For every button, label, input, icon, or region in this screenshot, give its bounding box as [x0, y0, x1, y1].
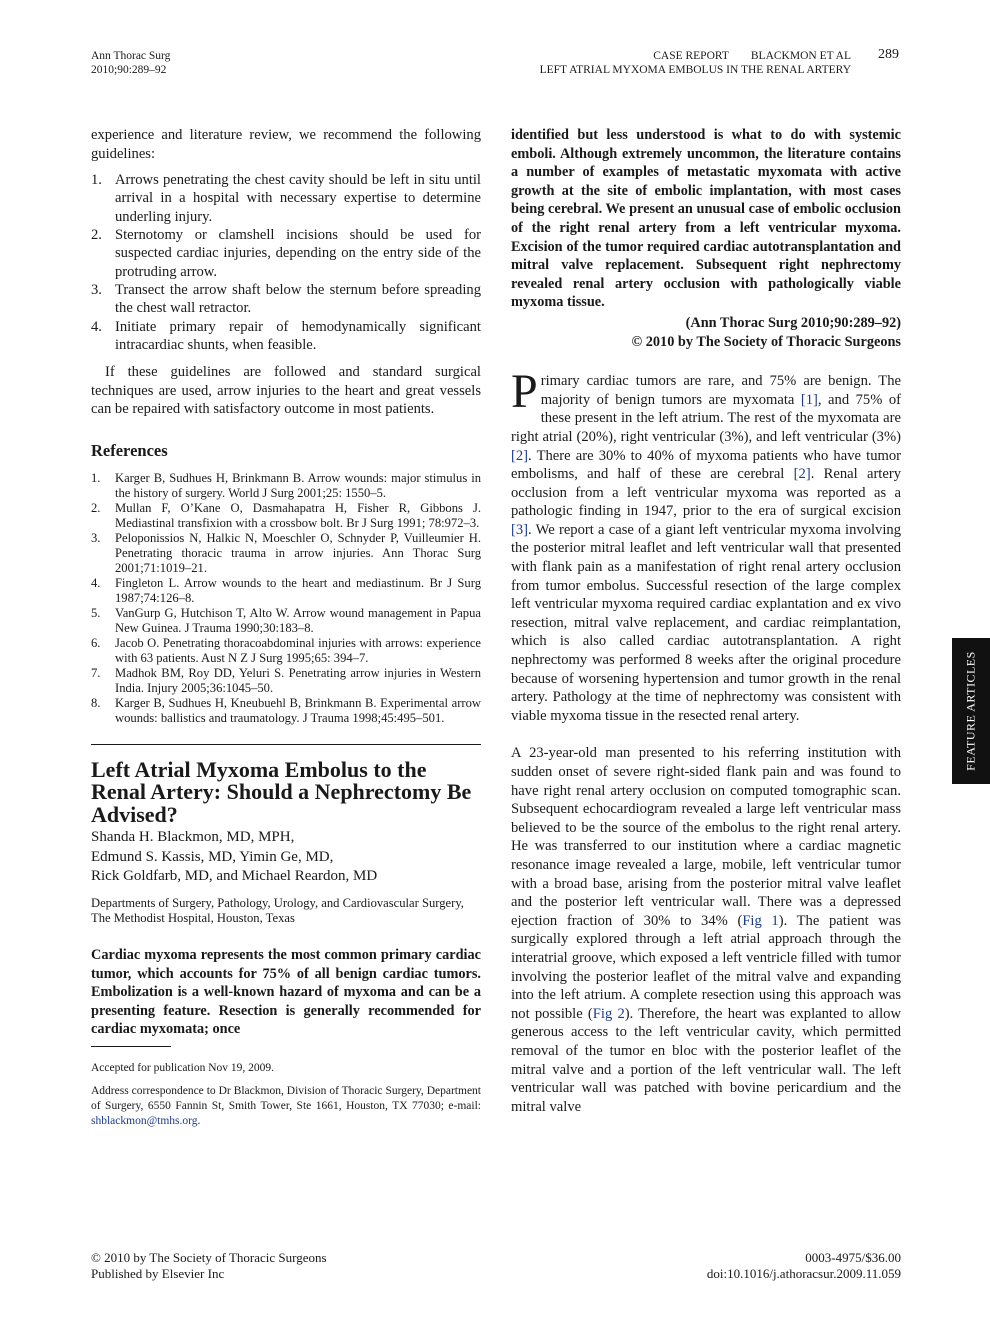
drop-cap: P — [511, 365, 538, 419]
reference-item: 2. Mullan F, O’Kane O, Dasmahapatra H, Fisher R, Gibbons J. Mediastinal transfixion with a crossbow bolt. Br J Surg 1991; 78:972–3. — [91, 500, 481, 530]
guideline-item: 2. Sternotomy or clamshell incisions should be used for suspected cardiac injuries, depending on the entry side of the protruding arrow. — [91, 227, 481, 280]
guideline-item: 3. Transect the arrow shaft below the sternum before spreading the chest wall retractor. — [91, 281, 481, 317]
reference-item: 3. Peloponissios N, Halkic N, Moeschler O, Schnyder P, Vuilleumier H. Penetrating thoracic trauma in arrow injuries. Ann Thorac Surg 2001;71:1019–21. — [91, 530, 481, 575]
running-header-right — [431, 49, 851, 77]
article-title: Left Atrial Myxoma Embolus to the Renal Artery: Should a Nephrectomy Be Advised? — [91, 756, 472, 827]
references-heading: References — [91, 440, 168, 460]
article-authors: Shanda H. Blackmon, MD, MPH, Edmund S. Kassis, MD, Yimin Ge, MD, Rick Goldfarb, MD, and Michael Reardon, MD — [91, 829, 378, 885]
abstract-citation: (Ann Thorac Surg 2010;90:289–92) — [685, 314, 901, 331]
side-tab-label: FEATURE ARTICLES — [963, 651, 978, 771]
footer-left — [91, 1250, 327, 1281]
footer-copyright: © 2010 by The Society of Thoracic Surgeons — [91, 1250, 327, 1265]
right-column — [511, 126, 901, 1116]
case-paragraph: A 23-year-old man presented to his referring institution with sudden onset of severe right-sided flank pain and was found to have right renal artery occlusion on computed tomographic scan. Subsequent echocardiogram revealed a large left ventricular mass believed to be the source of the embolus to the right renal artery. He was transferred to our institution where a cardiac magnetic resonance image revealed a large, mobile, left ventricular tumor with a broad base, arising from the posterior mitral valve leaflet and the posterior left ventricular wall. There was a depressed ejection fraction of 30% to 34% (Fig 1). The patient was surgically explored through a left atrial approach through the interatrial groove, which exposed a left ventricle filled with tumor involving the posterior leaflet of the mitral valve and expanding into the left atrium. A complete resection using this approach was not possible (Fig 2). Therefore, the heart was explanted to allow generous access to the left ventricular cavity, which permitted removal of the tumor en bloc with the posterior leaflet of the mitral valve and a portion of the left ventricular wall. The left ventricular wall was patched with bovine pericardium and the mitral valve — [511, 745, 902, 1115]
article-divider — [91, 744, 481, 745]
guideline-item: 1. Arrows penetrating the chest cavity should be left in situ until arrival in a hospital with necessary expertise to determine underling injury. — [91, 172, 481, 225]
email-link[interactable]: shblackmon@tmhs.org — [91, 1114, 198, 1127]
ref-link[interactable]: [3] — [511, 521, 529, 538]
footer-right — [600, 1250, 901, 1281]
intro-body-paragraph: Primary cardiac tumors are rare, and 75% are benign. The majority of benign tumors are myxomata [1], and 75% of these present in the left atrium. The rest of the myxomata are right atrial (20%), right ventricular (3%), and left ventricular (3%) [2]. There are 30% to 40% of myxoma patients who have tumor embolisms, and half of these are cerebral [2]. Renal artery occlusion from a left ventricular myxoma was reported as a pathologic finding in 1947, prior to the era of surgical excision [3]. We report a case of a giant left ventricular myxoma involving the posterior mitral leaflet and left ventricular wall that presented with flank pain as a manifestation of right renal artery occlusion from tumor embolus. Successful resection of the large complex left ventricular myxoma required cardiac explantation and ex vivo resection, mitral valve replacement, and cardiac reimplantation, which is also called cardiac autotransplantation. A right nephrectomy was performed 8 weeks after the original procedure because of worsening hypertension and tumor growth in the renal artery. Pathology at the time of nephrectomy was consistent with viable myxoma tissue in the resected renal artery. — [511, 365, 901, 724]
ref-link[interactable]: [1] — [800, 391, 818, 408]
references-list — [91, 471, 481, 726]
journal-name: Ann Thorac Surg — [91, 50, 171, 62]
reference-item: 1. Karger B, Sudhues H, Brinkmann B. Arrow wounds: major stimulus in the history of surgery. World J Surg 2001;25: 1550–5. — [91, 470, 481, 500]
page-number: 289 — [878, 47, 899, 62]
reference-item: 8. Karger B, Sudhues H, Kneubuehl B, Brinkmann B. Experimental arrow wounds: ballistics and traumatology. J Trauma 1998;45:495–501. — [91, 695, 481, 725]
reference-item: 5. VanGurp G, Hutchison T, Alto W. Arrow wound management in Papua New Guinea. J Trauma 1990;30:183–8. — [91, 605, 481, 635]
left-column — [91, 126, 481, 1129]
header-authors: BLACKMON ET AL — [750, 50, 851, 62]
footnote-rule — [91, 1046, 171, 1047]
accepted-note: Accepted for publication Nov 19, 2009. — [91, 1061, 274, 1074]
ref-link[interactable]: [2] — [511, 447, 529, 464]
reference-item: 6. Jacob O. Penetrating thoracoabdominal injuries with arrows: experience with 63 patients. Aust N Z J Surg 1995;65: 394–7. — [91, 635, 481, 665]
abstract-continuation: identified but less understood is what to do with systemic emboli. Although extremely uncommon, the literature contains a number of examples of metastatic myxomata with active growth at the site of embolic implantation, with most cases being cerebral. We present an unusual case of embolic occlusion of the right renal artery from a left ventricular myxoma. Excision of the tumor required cardiac autotransplantation and mitral valve replacement. Subsequent right nephrectomy revealed renal artery occlusion with pathologically viable myxoma tissue. — [511, 127, 901, 311]
ref-link[interactable]: [2] — [793, 466, 811, 483]
section-label: CASE REPORT — [653, 50, 729, 62]
figure-link[interactable]: Fig 1 — [742, 912, 779, 929]
correspondence-note: Address correspondence to Dr Blackmon, Division of Thoracic Surgery, Department of Surgery, 6550 Fannin St, Smith Tower, Ste 1661, Houston, TX 77030; e-mail: shblackmon@tmhs.org. — [91, 1084, 481, 1127]
figure-link[interactable]: Fig 2 — [592, 1005, 625, 1022]
reference-item: 7. Madhok BM, Roy DD, Yeluri S. Penetrating arrow injuries in Western India. Injury 2005;36:1045–50. — [91, 665, 481, 695]
intro-paragraph: experience and literature review, we recommend the following guidelines: — [91, 127, 481, 162]
guideline-item: 4. Initiate primary repair of hemodynamically significant intracardiac shunts, when feasible. — [91, 318, 481, 353]
reference-item: 4. Fingleton L. Arrow wounds to the heart and mediastinum. Br J Surg 1987;74:126–8. — [91, 575, 481, 605]
abstract-copyright: © 2010 by The Society of Thoracic Surgeons — [631, 333, 901, 350]
running-title: LEFT ATRIAL MYXOMA EMBOLUS IN THE RENAL ARTERY — [539, 64, 851, 76]
affiliation: Departments of Surgery, Pathology, Urology, and Cardiovascular Surgery, The Methodist Hospital, Houston, Texas — [91, 895, 464, 926]
journal-volume: 2010;90:289–92 — [91, 64, 167, 76]
abstract-start: Cardiac myxoma represents the most common primary cardiac tumor, which accounts for 75% of all benign cardiac tumors. Embolization is a well-known hazard of myxoma and can be a presenting feature. Resection is generally recommended for cardiac myxomata; once — [91, 946, 481, 1038]
feature-articles-tab — [952, 638, 990, 784]
conclusion-paragraph: If these guidelines are followed and standard surgical techniques are used, arrow injuries to the heart and great vessels can be repaired with satisfactory outcome in most patients. — [91, 364, 481, 418]
footer-publisher: Published by Elsevier Inc — [91, 1265, 225, 1281]
running-header-left — [91, 49, 170, 77]
guidelines-list — [91, 171, 481, 354]
footer-issn: 0003-4975/$36.00 — [805, 1250, 901, 1265]
footer-doi: doi:10.1016/j.athoracsur.2009.11.059 — [706, 1265, 901, 1281]
